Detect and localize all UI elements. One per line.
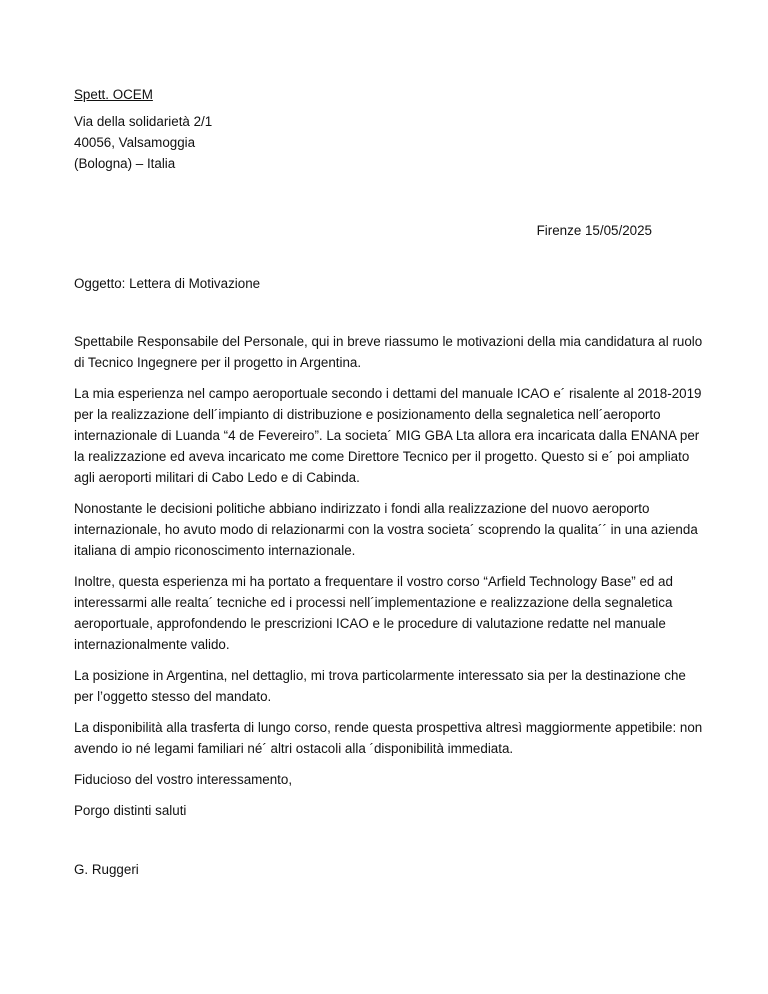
body-paragraph-position: La posizione in Argentina, nel dettaglio, mi trova particolarmente interessato sia per la destinazione che per l’oggetto stesso del mandato. [74, 668, 686, 704]
body-paragraph-intro: Spettabile Responsabile del Personale, qui in breve riassumo le motivazioni della mia candidatura al ruolo di Tecnico Ingegnere per il progetto in Argentina. [74, 334, 703, 370]
recipient-address [74, 111, 704, 174]
letter-page [74, 84, 704, 893]
address-line-street: Via della solidarietà 2/1 [74, 114, 213, 129]
letter-date: Firenze 15/05/2025 [536, 223, 652, 238]
letter-subject: Oggetto: Lettera di Motivazione [74, 276, 261, 291]
recipient-name: Spett. OCEM [74, 87, 153, 102]
address-line-region: (Bologna) – Italia [74, 156, 176, 171]
signature: G. Ruggeri [74, 862, 139, 877]
body-paragraph-closing: Fiducioso del vostro interessamento, [74, 772, 293, 787]
body-paragraph-course: Inoltre, questa esperienza mi ha portato a frequentare il vostro corso “Arfield Technology Base” ed ad interessarmi alle realta´ tecniche ed i processi nell´implementazione e realizzazione della segnaletica aeroportuale, approfondendo le prescrizioni ICAO e le procedure di valutazione redatte nel manuale internazionalmente valido. [74, 574, 673, 652]
address-line-city: 40056, Valsamoggia [74, 135, 196, 150]
body-paragraph-availability: La disponibilità alla trasferta di lungo corso, rende questa prospettiva altresì maggiormente appetibile: non avendo io né legami familiari né´ altri ostacoli alla ´disponibilità immediata. [74, 720, 703, 756]
body-paragraph-relationship: Nonostante le decisioni politiche abbiano indirizzato i fondi alla realizzazione del nuovo aeroporto internazionale, ho avuto modo di relazionarmi con la vostra societa´ scoprendo la qualita´´ in una azienda italiana di ampio riconoscimento internazionale. [74, 501, 698, 558]
letter-body [74, 331, 704, 821]
body-paragraph-experience: La mia esperienza nel campo aeroportuale secondo i dettami del manuale ICAO e´ risalente al 2018-2019 per la realizzazione dell´impianto di distribuzione e posizionamento della segnaletica nell´aeroporto internazionale di Luanda “4 de Fevereiro”. La societa´ MIG GBA Lta allora era incaricata dalla ENANA per la realizzazione ed aveva incaricato me come Direttore Tecnico per il progetto. Questo si e´ poi ampliato agli aeroporti militari di Cabo Ledo e di Cabinda. [74, 386, 702, 485]
body-paragraph-salutation: Porgo distinti saluti [74, 803, 187, 818]
